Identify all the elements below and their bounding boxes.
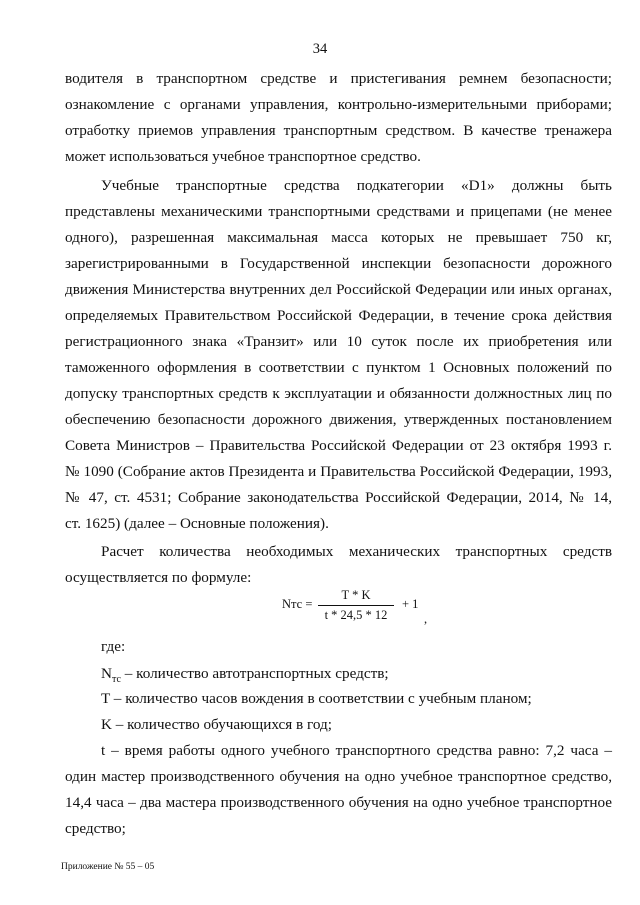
text-line: ст. 1625) (далее – Основные положения). <box>65 515 329 532</box>
text-line: № 1090 (Собрание актов Президента и Правительства Российской Федерации, 1993, <box>65 463 612 480</box>
text-line: Расчет количества необходимых механических транспортных средств <box>101 543 612 560</box>
text-line: обеспечению безопасности дорожного движения, утвержденных постановлением <box>65 411 612 428</box>
def-t-upper: T – количество часов вождения в соответствии с учебным планом; <box>101 690 532 707</box>
text-line: регистрационного знака «Транзит» или 10 суток после их приобретения или <box>65 333 612 350</box>
text-line: осуществляется по формуле: <box>65 569 252 586</box>
where-label: где: <box>101 638 126 655</box>
text-line: № 47, ст. 4531; Собрание законодательства Российской Федерации, 2014, № 14, <box>65 489 612 506</box>
text-line: представлены механическими транспортными средствами и прицепами (не менее <box>65 203 612 220</box>
ntc-subscript: тс <box>111 674 121 686</box>
text-line: зарегистрированными в Государственной инспекции безопасности дорожного <box>65 255 612 272</box>
text-line: таможенного оформления в соответствии с пунктом 1 Основных положений по <box>65 359 612 376</box>
def-t-lower: t – время работы одного учебного транспортного средства равно: 7,2 часа – <box>101 742 612 759</box>
formula-lhs: Nтс = <box>282 597 313 611</box>
formula-denominator: t * 24,5 * 12 <box>324 608 388 622</box>
page-number: 34 <box>312 41 328 57</box>
text-line: может использоваться учебное транспортное средство. <box>65 148 421 165</box>
ntc-symbol: N <box>101 665 112 682</box>
text-line: один мастер производственного обучения на одно учебное транспортное средство, <box>65 768 612 785</box>
text-line: движения Министерства внутренних дел Российской Федерации или иных органах, <box>65 281 612 298</box>
text-line: отработку приемов управления транспортным средством. В качестве тренажера <box>65 122 612 139</box>
formula-numerator: T * K <box>341 588 371 602</box>
text-line: допуску транспортных средств к эксплуатации и обязанности должностных лиц по <box>65 385 612 402</box>
text-line: одного), разрешенная максимальная масса которых не превышает 750 кг, <box>65 229 612 246</box>
text-line: 14,4 часа – два мастера производственного обучения на одно учебное транспортное <box>65 794 612 811</box>
text-line: Совета Министров – Правительства Российской Федерации от 23 октября 1993 г. <box>65 437 612 454</box>
formula-comma: , <box>424 612 428 626</box>
text-line: водителя в транспортном средстве и пристегивания ремнем безопасности; <box>65 70 612 87</box>
formula-plus-one: + 1 <box>402 597 419 611</box>
text-line: Учебные транспортные средства подкатегории «D1» должны быть <box>101 177 612 194</box>
fraction-bar <box>318 605 394 606</box>
ntc-text: – количество автотранспортных средств; <box>120 665 389 682</box>
text-line: ознакомление с органами управления, контрольно-измерительными приборами; <box>65 96 612 113</box>
footer-appendix: Приложение № 55 – 05 <box>61 862 155 872</box>
text-line: средство; <box>65 820 126 837</box>
def-k: K – количество обучающихся в год; <box>101 716 332 733</box>
def-ntc <box>101 664 612 690</box>
text-line: определяемых Правительством Российской Федерации, в течение срока действия <box>65 307 612 324</box>
